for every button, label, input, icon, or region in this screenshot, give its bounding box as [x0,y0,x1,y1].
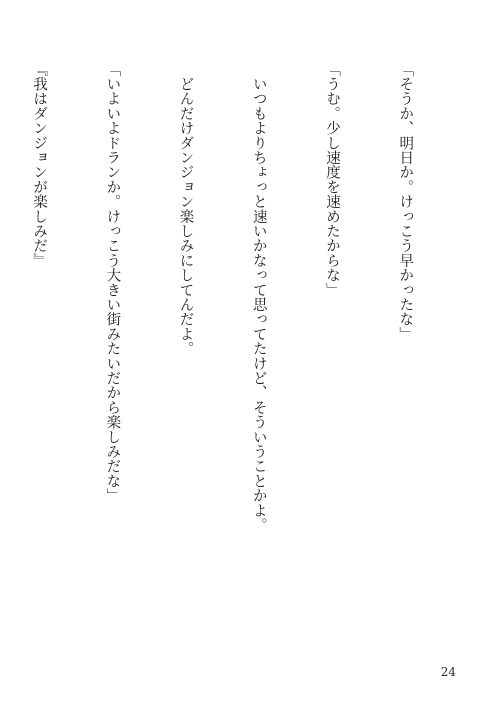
text-line: 『我はダンジョンが楽しみだ』 [31,62,48,268]
text-line: 「うむ。少し速度を速めたからな」 [323,62,340,298]
text-line: いつもよりちょっと速いかなって思ってたけど、そういうことかよ。 [250,62,267,533]
vertical-text-body [0,62,466,652]
text-line: 「そうか、明日か。けっこう早かったな」 [397,62,414,342]
page-number: 24 [440,665,456,679]
text-line: 「いよいよドランか。けっこう大きい街みたいだから楽しみだな」 [104,62,121,503]
text-line: どんだけダンジョン楽しみにしてんだよ。 [177,62,194,356]
